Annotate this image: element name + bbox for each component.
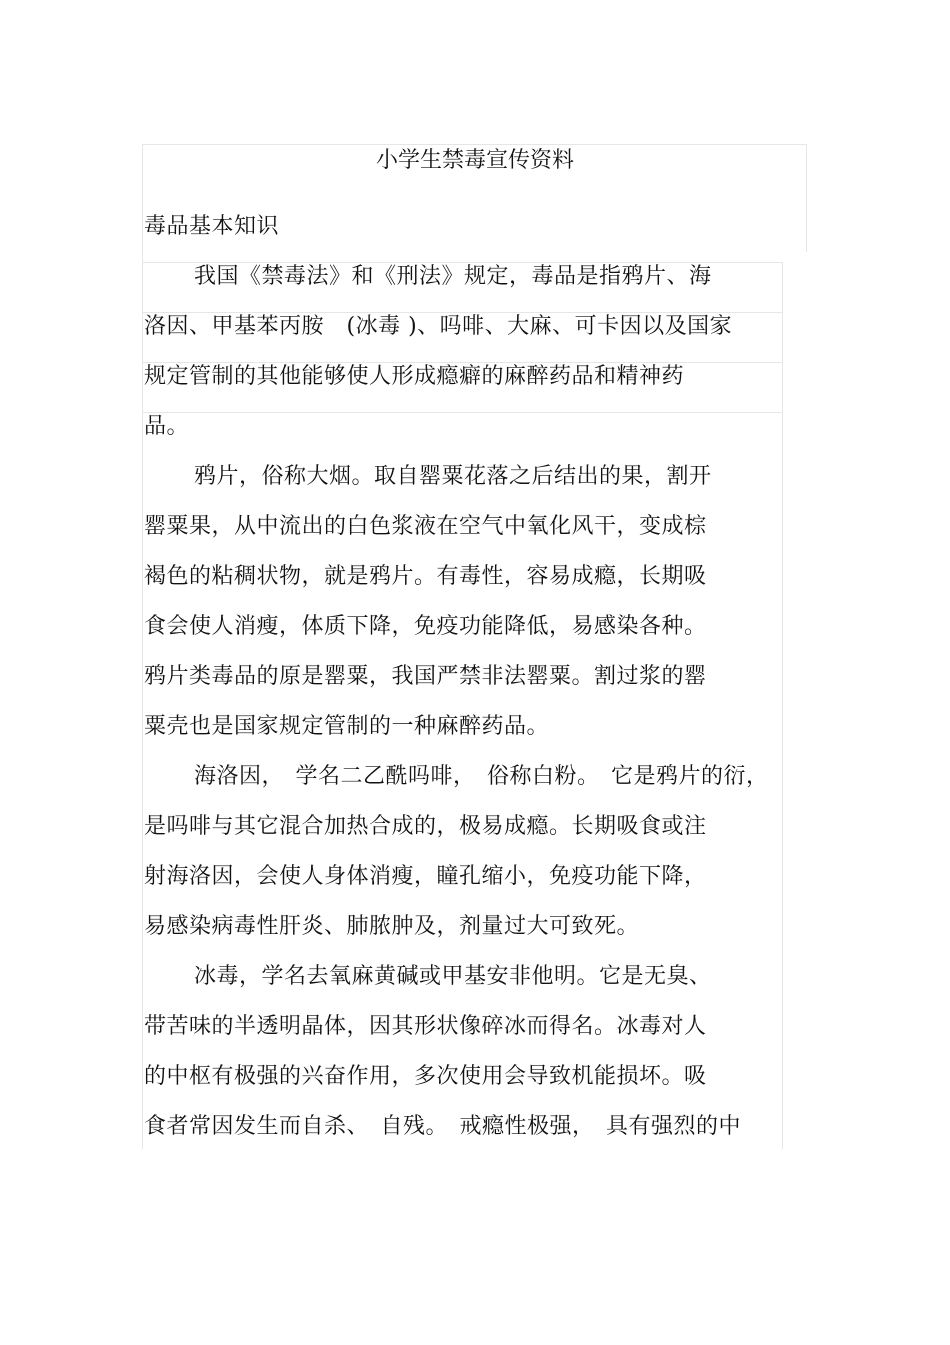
paragraph-line: 洛因、甲基苯丙胺 (冰毒 )、吗啡、大麻、可卡因以及国家 <box>144 314 733 339</box>
paragraph-line: 冰毒，学名去氧麻黄碱或甲基安非他明。它是无臭、 <box>194 964 712 989</box>
paragraph-line: 食者常因发生而自杀、 自残。 戒瘾性极强， 具有强烈的中 <box>144 1114 742 1139</box>
paragraph-line: 食会使人消瘦，体质下降，免疫功能降低，易感染各种。 <box>144 614 707 639</box>
paragraph-line: 射海洛因，会使人身体消瘦，瞳孔缩小，免疫功能下降， <box>144 864 707 889</box>
paragraph-line: 易感染病毒性肝炎、肺脓肿及，剂量过大可致死。 <box>144 914 640 939</box>
frame-right-line-lower <box>782 262 783 1149</box>
paragraph-line: 粟壳也是国家规定管制的一种麻醉药品。 <box>144 714 550 739</box>
paragraph-line: 规定管制的其他能够使人形成瘾癖的麻醉药品和精神药 <box>144 364 685 389</box>
paragraph-line: 的中枢有极强的兴奋作用，多次使用会导致机能损坏。吸 <box>144 1064 707 1089</box>
paragraph-line: 海洛因， 学名二乙酰吗啡， 俗称白粉。 它是鸦片的衍， <box>194 764 769 789</box>
paragraph-line: 罂粟果，从中流出的白色浆液在空气中氧化风干，变成棕 <box>144 514 707 539</box>
paragraph-line: 鸦片类毒品的原是罂粟，我国严禁非法罂粟。割过浆的罂 <box>144 664 707 689</box>
section-heading: 毒品基本知识 <box>144 214 280 239</box>
paragraph-line: 我国《禁毒法》和《刑法》规定，毒品是指鸦片、海 <box>194 264 712 289</box>
frame-rule-4 <box>142 412 783 413</box>
paragraph-line: 是吗啡与其它混合加热合成的，极易成瘾。长期吸食或注 <box>144 814 707 839</box>
paragraph-line: 带苦味的半透明晶体，因其形状像碎冰而得名。冰毒对人 <box>144 1014 707 1039</box>
paragraph-line: 鸦片，俗称大烟。取自罂粟花落之后结出的果，割开 <box>194 464 712 489</box>
paragraph-line: 褐色的粘稠状物，就是鸦片。有毒性，容易成瘾，长期吸 <box>144 564 707 589</box>
paragraph-line: 品。 <box>144 414 190 439</box>
frame-left-line <box>142 144 143 1149</box>
document-title: 小学生禁毒宣传资料 <box>375 148 574 173</box>
frame-top-line <box>142 144 807 145</box>
